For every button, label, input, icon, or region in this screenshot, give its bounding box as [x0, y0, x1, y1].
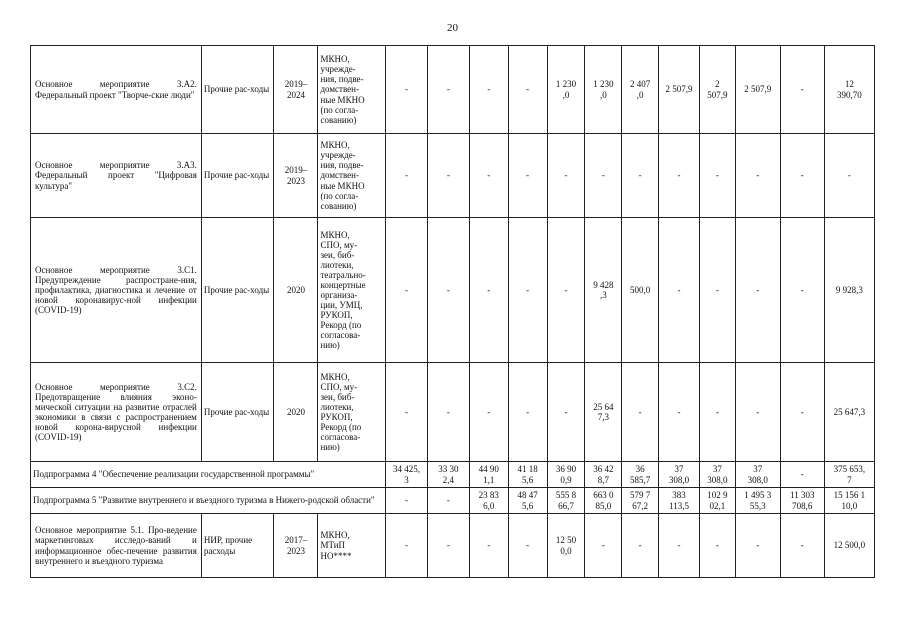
value-cell: 383 113,5	[659, 488, 700, 514]
value-cell: 23 83 6,0	[469, 488, 508, 514]
value-cell: -	[780, 134, 824, 218]
value-cell: -	[508, 218, 547, 363]
value-cell: -	[700, 134, 736, 218]
period: 2017– 2023	[274, 514, 318, 578]
value-cell: -	[585, 134, 622, 218]
value-cell: -	[659, 218, 700, 363]
value-cell: 1 495 3 55,3	[735, 488, 780, 514]
period: 2020	[274, 218, 318, 363]
subprogram-title: Подпрограмма 5 "Развитие внутреннего и въездного туризма в Нижего-родской области"	[31, 488, 386, 514]
value-cell: -	[622, 134, 659, 218]
value-cell: 663 0 85,0	[585, 488, 622, 514]
table-row	[31, 218, 875, 363]
value-cell: 12 50 0,0	[547, 514, 585, 578]
executor: МКНО, учрежде- ния, подве- домствен- ные МКНО (по согла- сованию)	[318, 134, 386, 218]
value-cell: -	[508, 514, 547, 578]
subprogram-title: Подпрограмма 4 "Обеспечение реализации государственной программы"	[31, 462, 386, 488]
subprogram-5-row	[31, 488, 875, 514]
value-cell: -	[427, 218, 469, 363]
expense-type: Прочие рас-ходы	[201, 46, 274, 134]
value-cell: -	[622, 514, 659, 578]
value-cell: -	[735, 218, 780, 363]
value-cell: -	[585, 514, 622, 578]
activity-name: Основное мероприятие 3.С1. Предупреждение распростране-ния, профилактика, диагностика и лечение от новой коронавирус-ной инфекции (COVID-19)	[31, 218, 202, 363]
value-cell: -	[735, 134, 780, 218]
table-row	[31, 46, 875, 134]
table-row	[31, 134, 875, 218]
period: 2019– 2024	[274, 46, 318, 134]
value-cell: -	[547, 363, 585, 462]
value-cell: 2 507,9	[659, 46, 700, 134]
value-cell: -	[700, 218, 736, 363]
value-cell: 2 507,9	[735, 46, 780, 134]
value-cell: -	[622, 363, 659, 462]
expense-type: Прочие рас-ходы	[201, 218, 274, 363]
value-cell: -	[780, 46, 824, 134]
value-cell: 500,0	[622, 218, 659, 363]
expense-type: Прочие рас-ходы	[201, 363, 274, 462]
total-cell: 375 653, 7	[824, 462, 874, 488]
value-cell: -	[385, 363, 427, 462]
value-cell: 102 9 02,1	[700, 488, 736, 514]
value-cell: -	[735, 363, 780, 462]
value-cell: -	[547, 218, 585, 363]
value-cell: 2 407 ,0	[622, 46, 659, 134]
activity-name: Основное мероприятие 3.А3. Федеральный проект "Цифровая культура"	[31, 134, 202, 218]
value-cell: -	[508, 134, 547, 218]
value-cell: 37 308,0	[659, 462, 700, 488]
value-cell: -	[427, 363, 469, 462]
executor: МКНО, СПО, му- зеи, биб- лиотеки, театрально- концертные организа- ции, УМЦ, РУКОП, Рекорд (по согласова- нию)	[318, 218, 386, 363]
value-cell: 11 303 708,6	[780, 488, 824, 514]
value-cell: -	[780, 218, 824, 363]
expense-type: Прочие рас-ходы	[201, 134, 274, 218]
value-cell: -	[508, 363, 547, 462]
value-cell: 36 42 8,7	[585, 462, 622, 488]
activity-name: Основное мероприятие 5.1. Про-ведение маркетинговых исследо-ваний и информационное обес-печение развития внутреннего и въездного туризма	[31, 514, 202, 578]
value-cell: 579 7 67,2	[622, 488, 659, 514]
value-cell: -	[385, 218, 427, 363]
value-cell: -	[659, 134, 700, 218]
value-cell: -	[469, 134, 508, 218]
value-cell: -	[427, 46, 469, 134]
table-row	[31, 363, 875, 462]
total-cell: 9 928,3	[824, 218, 874, 363]
expense-type: НИР, прочие расходы	[201, 514, 274, 578]
value-cell: -	[385, 134, 427, 218]
value-cell: -	[427, 134, 469, 218]
executor: МКНО, учрежде- ния, подве- домствен- ные МКНО (по согла- сованию)	[318, 46, 386, 134]
value-cell: 34 425, 3	[385, 462, 427, 488]
budget-table	[30, 45, 875, 578]
value-cell: 9 428 ,3	[585, 218, 622, 363]
value-cell: 33 30 2,4	[427, 462, 469, 488]
page-number: 20	[447, 22, 458, 34]
value-cell: 37 308,0	[735, 462, 780, 488]
period: 2019– 2023	[274, 134, 318, 218]
value-cell: -	[385, 514, 427, 578]
value-cell: 41 18 5,6	[508, 462, 547, 488]
subprogram-4-row	[31, 462, 875, 488]
value-cell: -	[385, 488, 427, 514]
period: 2020	[274, 363, 318, 462]
value-cell: -	[547, 134, 585, 218]
value-cell: 48 47 5,6	[508, 488, 547, 514]
value-cell: 36 585,7	[622, 462, 659, 488]
value-cell: -	[469, 514, 508, 578]
value-cell: -	[780, 363, 824, 462]
value-cell: 1 230 ,0	[547, 46, 585, 134]
value-cell: -	[385, 46, 427, 134]
total-cell: 15 156 1 10,0	[824, 488, 874, 514]
executor: МКНО, СПО, му- зеи, биб- лиотеки, РУКОП, Рекорд (по согласова- нию)	[318, 363, 386, 462]
value-cell: -	[469, 218, 508, 363]
total-cell: 12 390,70	[824, 46, 874, 134]
value-cell: -	[780, 514, 824, 578]
total-cell: 12 500,0	[824, 514, 874, 578]
value-cell: 36 90 0,9	[547, 462, 585, 488]
value-cell: -	[700, 514, 736, 578]
activity-name: Основное мероприятие 3.А2. Федеральный проект "Творче-ские люди"	[31, 46, 202, 134]
value-cell: 25 64 7,3	[585, 363, 622, 462]
value-cell: -	[700, 363, 736, 462]
total-cell: 25 647,3	[824, 363, 874, 462]
total-cell: -	[824, 134, 874, 218]
value-cell: -	[427, 514, 469, 578]
value-cell: -	[469, 46, 508, 134]
table-body	[31, 46, 875, 578]
value-cell: -	[469, 363, 508, 462]
activity-name: Основное мероприятие 3.С2. Предотвращение влияния эконо-мической ситуации на развитие отраслей экономики в связи с распространением новой корона-вирусной инфекции (COVID-19)	[31, 363, 202, 462]
value-cell: -	[780, 462, 824, 488]
value-cell: 44 90 1,1	[469, 462, 508, 488]
value-cell: 1 230 ,0	[585, 46, 622, 134]
value-cell: -	[508, 46, 547, 134]
value-cell: -	[427, 488, 469, 514]
value-cell: -	[735, 514, 780, 578]
executor: МКНО, МТиП НО****	[318, 514, 386, 578]
value-cell: 37 308,0	[700, 462, 736, 488]
table-row	[31, 514, 875, 578]
value-cell: 2 507,9	[700, 46, 736, 134]
value-cell: 555 8 66,7	[547, 488, 585, 514]
value-cell: -	[659, 514, 700, 578]
value-cell: -	[659, 363, 700, 462]
